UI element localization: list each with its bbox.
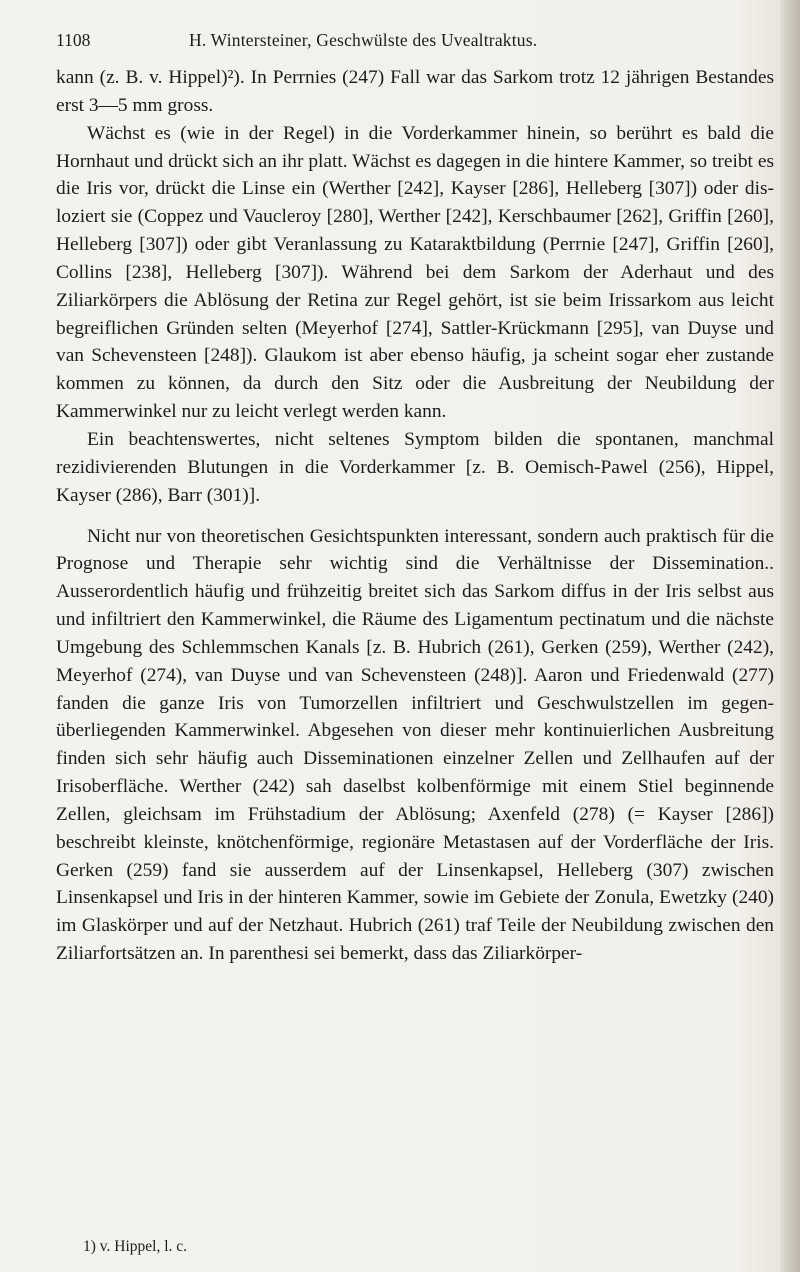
footnote — [83, 1238, 187, 1256]
paragraph-growth: Wächst es (wie in der Regel) in die Vorderkammer hinein, so berührt es bald die Hornhaut und drückt sich an ihr platt. Wächst es dagegen in die hintere Kammer, so treibt es die Iris vor, drückt die Linse ein (Werther [242], Kayser [286], Helleberg [307]) oder disloziert sie (Coppez und Vaucleroy [280], Werther [242], Kerschbaumer [262], Griffin [260], Helleberg [307]) oder gibt Veranlassung zu Kataraktbildung (Perrnie [247], Griffin [260], Collins [238], Helleberg [307]). Während bei dem Sarkom der Aderhaut und des Ziliarkörpers die Ablösung der Retina zur Regel gehört, ist sie beim Irissarkom aus leicht begreiflichen Gründen selten (Meyerhof [274], Sattler-Krückmann [295], van Duyse und van Schevensteen [248]). Glaukom ist aber ebenso häufig, ja scheint sogar eher zustande kommen zu können, da durch den Sitz oder die Ausbreitung der Neubildung der Kammerwinkel nur zu leicht verlegt werden kann. — [56, 122, 774, 423]
page-binding-edge — [780, 0, 800, 1272]
page-number: 1108 — [56, 30, 91, 50]
body-text — [56, 64, 774, 968]
paragraph-dissemination: Nicht nur von theoretischen Gesichtspunkten interessant, sondern auch praktisch für die Prognose und Therapie sehr wichtig sind die Verhältnisse der Dissemination.. Ausserordentlich häufig und frühzeitig breitet sich das Sarkom diffus in der Iris selbst aus und infiltriert den Kammerwinkel, die Räume des Ligamentum pectinatum und die nächste Umgebung des Schlemmschen Kanals [z. B. Hubrich (261), Gerken (259), Werther (242), Meyerhof (274), van Duyse und van Schevensteen (248)]. Aaron und Friedenwald (277) fanden die ganze Iris von Tumorzellen infiltriert und Geschwulstzellen im gegenüberliegenden Kammerwinkel. Abgesehen von dieser mehr kontinuierlichen Ausbreitung finden sich sehr häufig auch Disseminationen einzelner Zellen und Zellhaufen auf der Irisoberfläche. Werther (242) sah daselbst kolbenförmige mit einem Stiel beginnende Zellen, gleichsam im Frühstadium der Ablösung; Axenfeld (278) (= Kayser [286]) beschreibt kleinste, knötchenförmige, regionäre Metastasen auf der Vorderfläche der Iris. Gerken (259) fand sie ausserdem auf der Linsenkapsel, Helleberg (307) zwischen Linsenkapsel und Iris in der hinteren Kammer, sowie im Gebiete der Zonula, Ewetzky (240) im Glaskörper und auf der Netzhaut. Hubrich (261) traf Teile der Neubildung zwischen den Ziliarfortsätzen an. In parenthesi sei bemerkt, dass das Ziliarkörper- — [56, 525, 774, 965]
paragraph-bleeding: Ein beachtenswertes, nicht seltenes Symptom bilden die spontanen, manchmal rezidivierenden Blutungen in die Vorderkammer [z. B. Oemisch-Pawel (256), Hippel, Kayser (286), Barr (301)]. — [56, 428, 774, 506]
running-head — [56, 30, 776, 54]
paragraph-continuation: kann (z. B. v. Hippel)²). In Perrnies (247) Fall war das Sarkom trotz 12 jährigen Bestandes erst 3—5 mm gross. — [56, 67, 774, 116]
footnote-marker: 1) — [83, 1238, 96, 1255]
footnote-text: v. Hippel, l. c. — [99, 1238, 188, 1255]
running-head-title: H. Wintersteiner, Geschwülste des Uvealtraktus. — [189, 30, 538, 50]
